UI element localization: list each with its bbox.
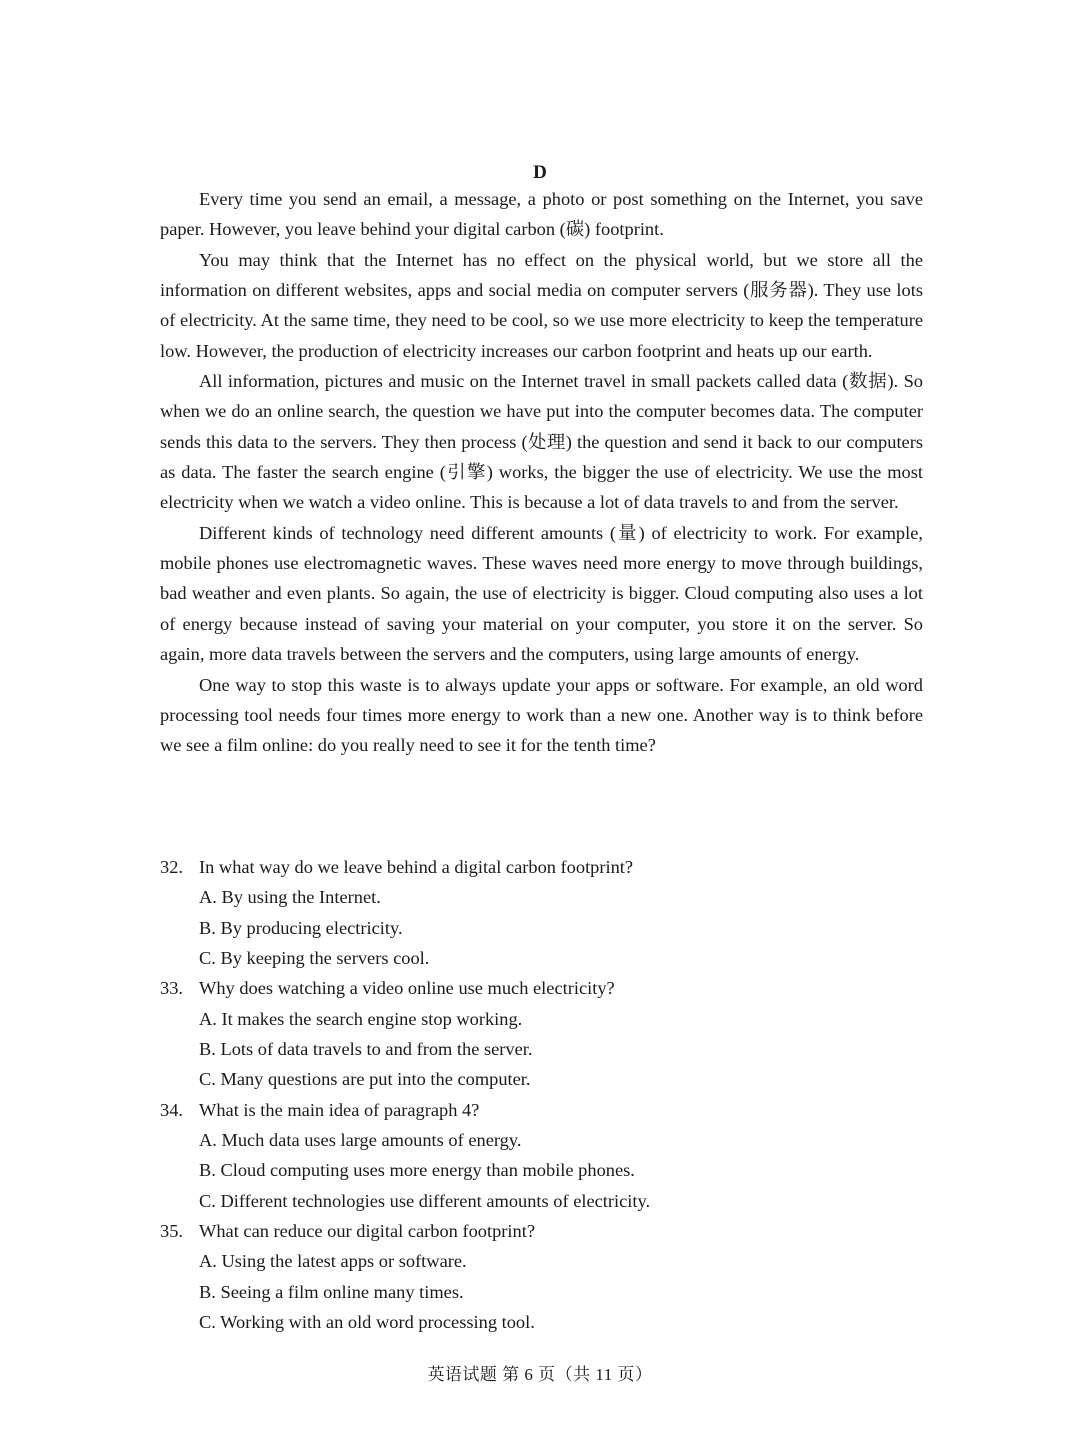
answer-option-b: B. Cloud computing uses more energy than mobile phones.	[199, 1160, 635, 1181]
answer-option-a: A. Using the latest apps or software.	[199, 1251, 467, 1272]
answer-option-a: A. By using the Internet.	[199, 887, 381, 908]
question-34	[160, 1095, 923, 1216]
question-stem	[160, 1095, 923, 1125]
page-footer: 英语试题 第 6 页（共 11 页）	[427, 1365, 653, 1384]
section-heading: D	[533, 162, 547, 183]
answer-option-b: B. By producing electricity.	[199, 917, 403, 938]
answer-option-c: C. Many questions are put into the computer.	[199, 1069, 531, 1090]
question-stem	[160, 852, 923, 882]
question-number: 32.	[160, 857, 183, 877]
question-number: 33.	[160, 978, 183, 999]
question-text: What can reduce our digital carbon footprint?	[199, 1221, 535, 1242]
passage-paragraph-3: All information, pictures and music on the Internet travel in small packets called data (数据). So when we do an online search, the question we have put into the computer becomes data. The computer sends this data to the servers. They then process (处理) the question and send it back to our computers as data. The faster the search engine (引擎) works, the bigger the use of electricity. We use the most electricity when we watch a video online. This is because a lot of data travels to and from the server.	[160, 371, 923, 513]
question-text: Why does watching a video online use much electricity?	[199, 978, 615, 999]
answer-option-c: C. By keeping the servers cool.	[199, 948, 430, 969]
passage-paragraph-4: Different kinds of technology need different amounts (量) of electricity to work. For example, mobile phones use electromagnetic waves. These waves need more energy to move through buildings, bad weather and even plants. So again, the use of electricity is bigger. Cloud computing also uses a lot of energy because instead of saving your material on your computer, you store it on the server. So again, more data travels between the servers and the computers, using large amounts of energy.	[160, 522, 923, 665]
passage-paragraph-1: Every time you send an email, a message, a photo or post something on the Internet, you save paper. However, you leave behind your digital carbon (碳) footprint.	[160, 189, 923, 240]
question-stem	[160, 973, 923, 1003]
question-list	[160, 852, 923, 1338]
question-number: 35.	[160, 1221, 183, 1242]
question-33	[160, 973, 923, 1094]
answer-option-c: C. Working with an old word processing tool.	[199, 1312, 535, 1333]
passage-paragraph-5: One way to stop this waste is to always update your apps or software. For example, an old word processing tool needs four times more energy to work than a new one. Another way is to think before we see a film online: do you really need to see it for the tenth time?	[160, 674, 923, 756]
question-stem	[160, 1216, 923, 1246]
question-number: 34.	[160, 1099, 183, 1120]
question-text: In what way do we leave behind a digital carbon footprint?	[199, 857, 634, 877]
passage-paragraph-2: You may think that the Internet has no effect on the physical world, but we store all the information on different websites, apps and social media on computer servers (服务器). They use lots of electricity. At the same time, they need to be cool, so we use more electricity to keep the temperature low. However, the production of electricity increases our carbon footprint and heats up our earth.	[160, 249, 923, 361]
question-35	[160, 1216, 923, 1337]
reading-passage	[160, 184, 923, 761]
question-text: What is the main idea of paragraph 4?	[199, 1099, 480, 1120]
answer-option-c: C. Different technologies use different amounts of electricity.	[199, 1190, 651, 1211]
answer-option-a: A. Much data uses large amounts of energy.	[199, 1130, 522, 1151]
answer-option-b: B. Lots of data travels to and from the server.	[199, 1039, 533, 1060]
answer-option-a: A. It makes the search engine stop working.	[199, 1008, 523, 1029]
question-32	[160, 852, 923, 973]
answer-option-b: B. Seeing a film online many times.	[199, 1281, 464, 1302]
